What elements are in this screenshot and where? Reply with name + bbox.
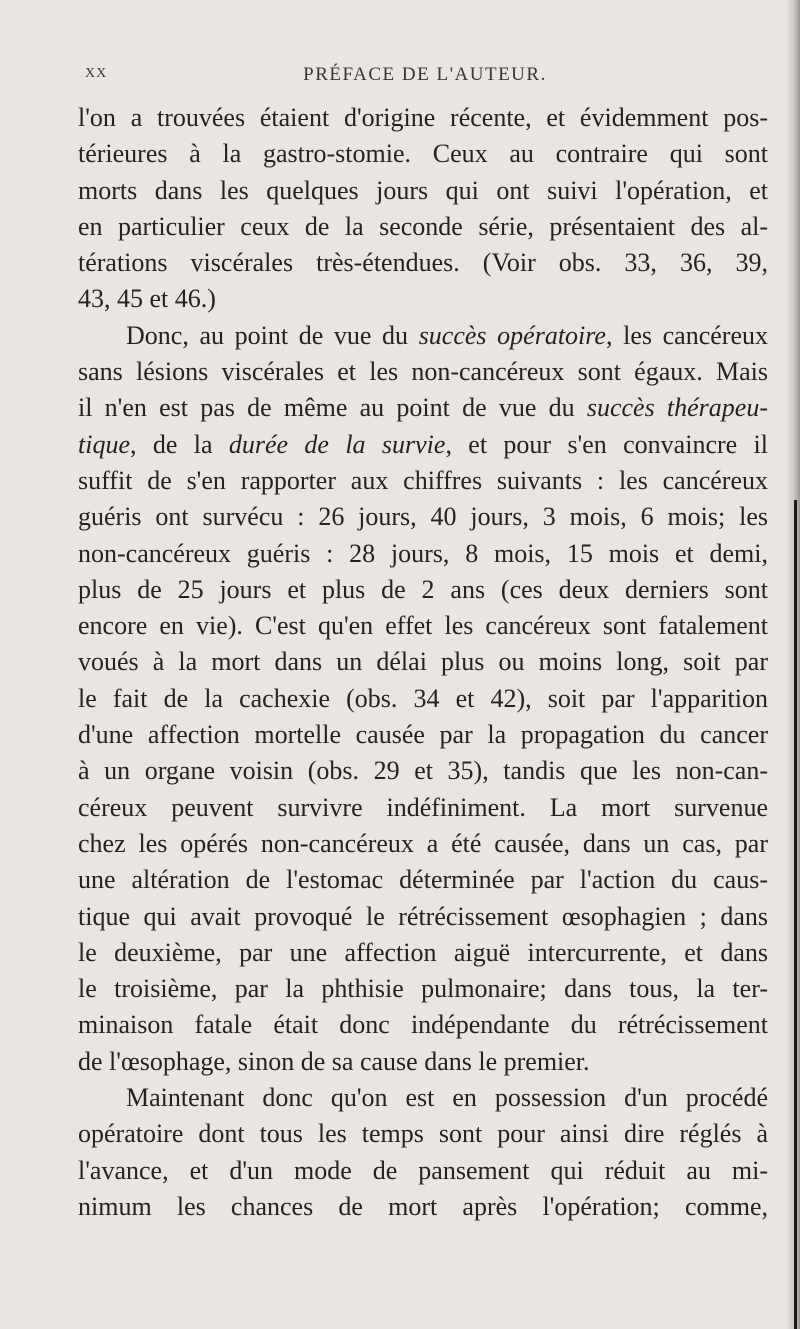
text-line: chez les opérés non-cancéreux a été causée, dans un cas, par [78,828,768,858]
text-line: le fait de la cachexie (obs. 34 et 42), soit par l'apparition [78,683,768,713]
text-line: suffit de s'en rapporter aux chiffres suivants : les cancéreux [78,465,768,495]
text-line: plus de 25 jours et plus de 2 ans (ces deux derniers sont [78,574,768,604]
text-line: l'on a trouvées étaient d'origine récente, et évidemment pos- [78,103,768,132]
text-line: térieures à la gastro-stomie. Ceux au contraire qui sont [78,139,768,169]
text-line: il n'en est pas de même au point de vue du succès thérapeu- [78,393,768,423]
text-line: l'avance, et d'un mode de pansement qui réduit au mi- [78,1155,768,1185]
text-line: opératoire dont tous les temps sont pour ainsi dire réglés à [78,1119,768,1149]
page-edge-shadow [786,0,800,1329]
text-line: le deuxième, par une affection aiguë intercurrente, et dans [78,937,768,967]
text-line: Donc, au point de vue du succès opératoire, les cancéreux [126,320,768,350]
text-line: non-cancéreux guéris : 28 jours, 8 mois, 15 mois et demi, [78,538,768,568]
page-header [85,58,765,94]
text-line: encore en vie). C'est qu'en effet les cancéreux sont fatalement [78,611,768,641]
text-line: une altération de l'estomac déterminée par l'action du caus- [78,865,768,895]
text-line: de l'œsophage, sinon de sa cause dans le premier. [78,1046,590,1076]
text-line: tique qui avait provoqué le rétrécissement œsophagien ; dans [78,901,768,931]
italic-phrase: tique [78,429,130,459]
italic-phrase: succès thérapeu- [586,393,768,423]
text-line: minaison fatale était donc indépendante du rétrécissement [78,1010,768,1040]
text-line: voués à la mort dans un délai plus ou moins long, soit par [78,647,768,677]
body-text [78,100,768,1225]
text-line: en particulier ceux de la seconde série, présentaient des al- [78,211,768,241]
running-title: PRÉFACE DE L'AUTEUR. [303,64,547,85]
text-line: d'une affection mortelle causée par la propagation du cancer [78,720,768,750]
text-line: morts dans les quelques jours qui ont suivi l'opération, et [78,175,768,205]
text-line: tique, de la durée de la survie, et pour s'en convaincre il [78,429,768,459]
text-line: nimum les chances de mort après l'opération; comme, [78,1191,768,1221]
text-line: guéris ont survécu : 26 jours, 40 jours, 3 mois, 6 mois; les [78,502,768,532]
page-number: XX [85,66,108,81]
text-line: 43, 45 et 46.) [78,284,216,314]
italic-phrase: durée de la survie [228,429,446,459]
text-line: térations viscérales très-étendues. (Voir obs. 33, 36, 39, [78,248,768,278]
text-line: Maintenant donc qu'on est en possession d'un procédé [126,1083,768,1113]
page-edge-line [794,500,797,1329]
text-line: sans lésions viscérales et les non-cancéreux sont égaux. Mais [78,357,768,387]
text-line: le troisième, par la phthisie pulmonaire; dans tous, la ter- [78,974,768,1004]
text-line: à un organe voisin (obs. 29 et 35), tandis que les non-can- [78,756,768,786]
italic-phrase: succès opératoire [418,320,606,350]
text-line: céreux peuvent survivre indéfiniment. La mort survenue [78,792,768,822]
